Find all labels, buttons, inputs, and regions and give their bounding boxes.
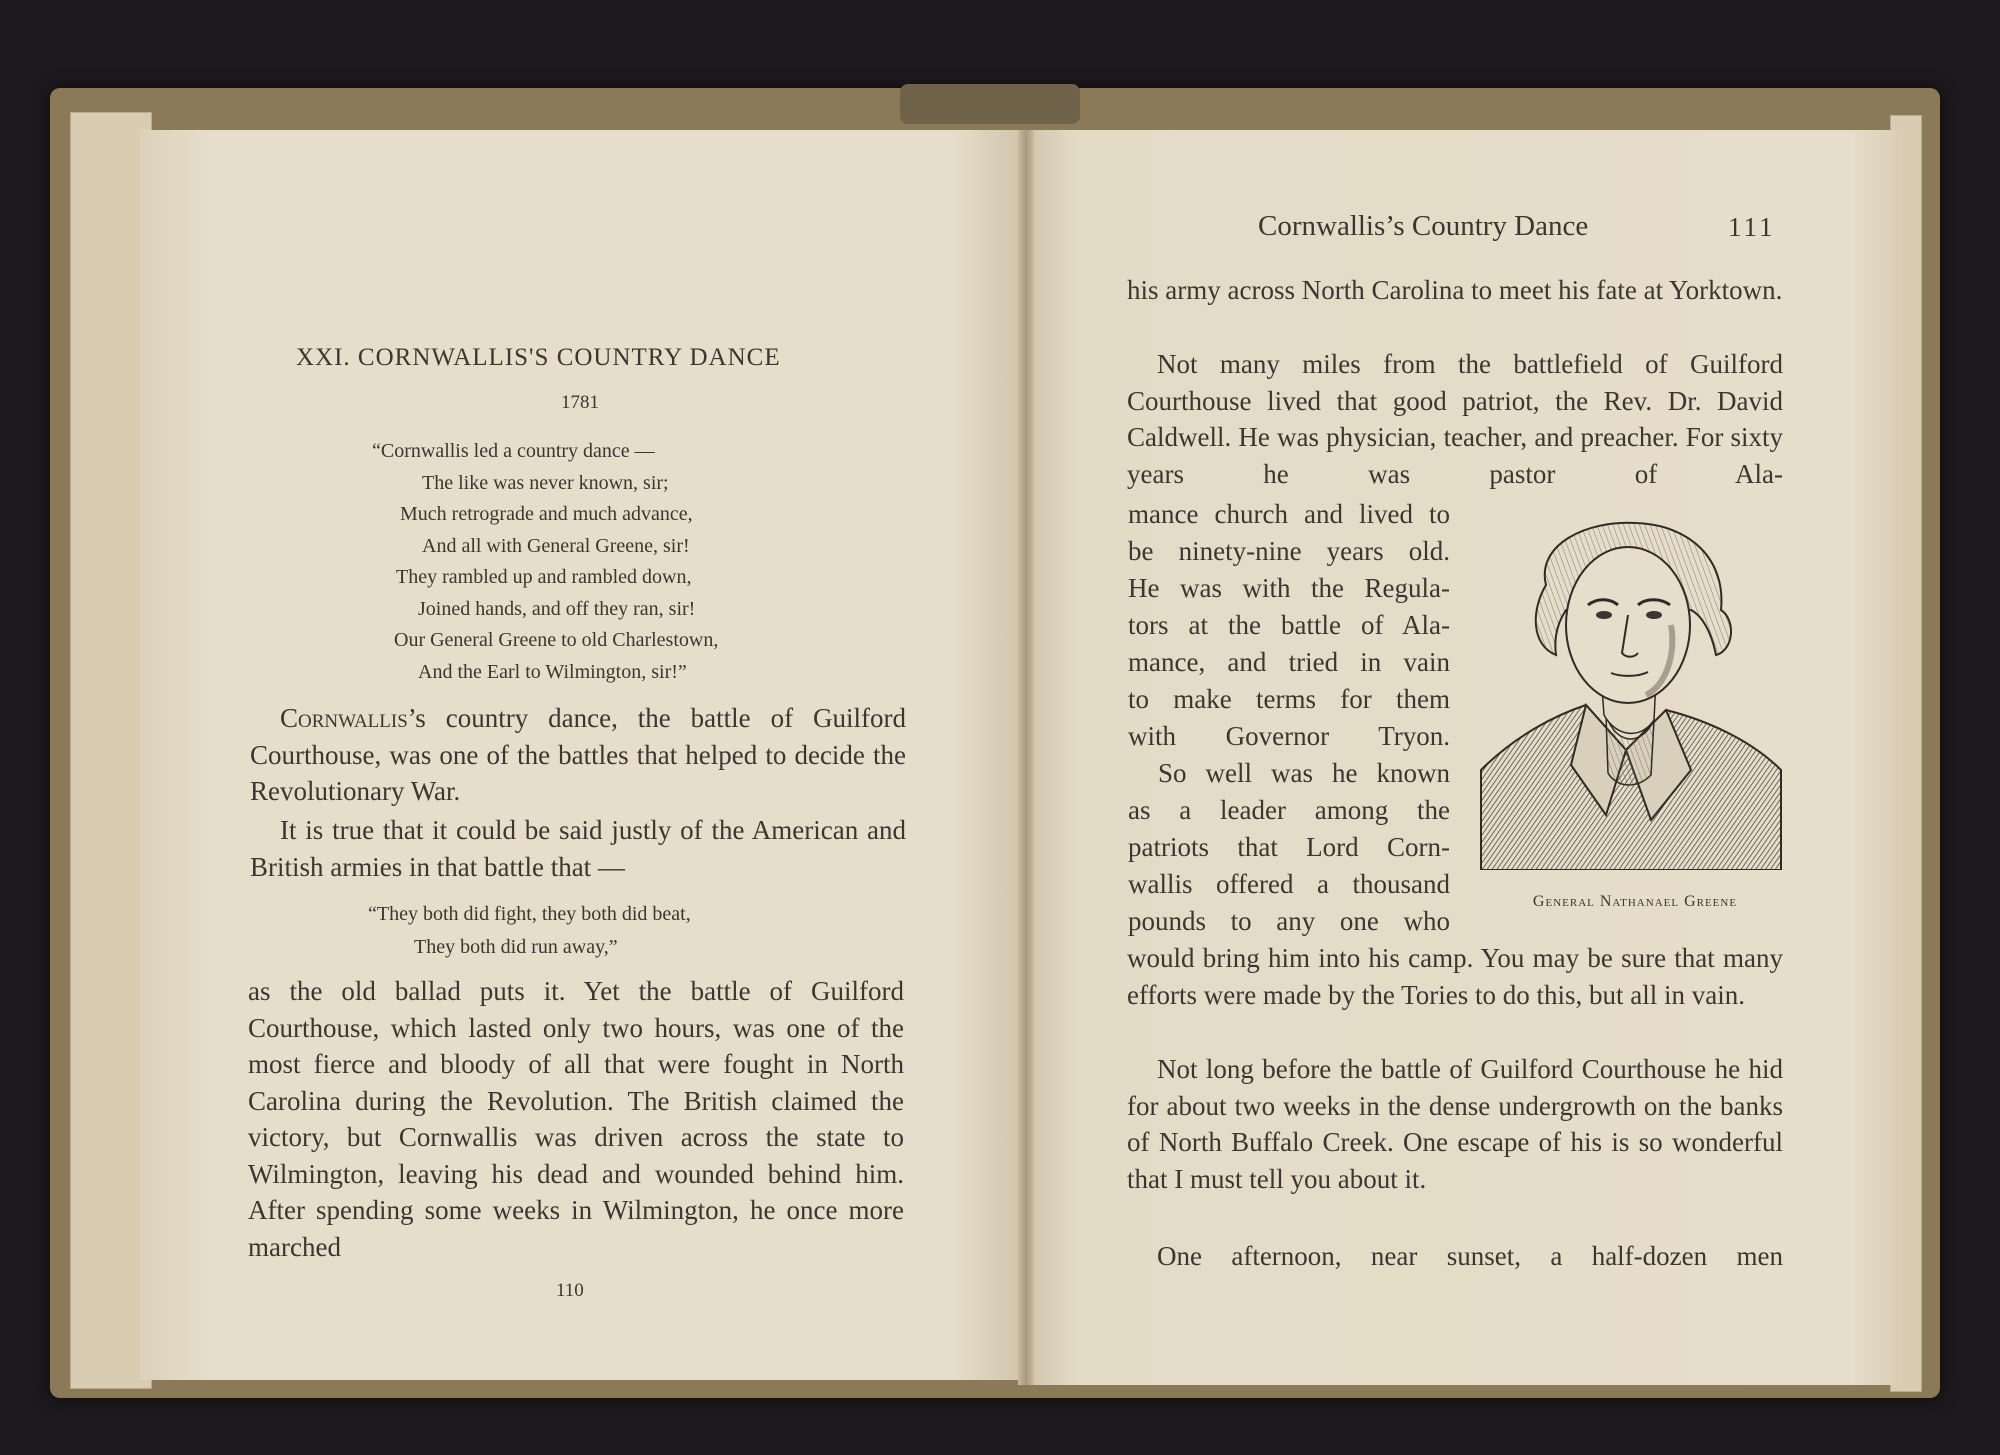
right-page-number: 111 bbox=[1728, 212, 1776, 242]
paragraph-text: as the old ballad puts it. Yet the battle of Guilford Courthouse, which lasted only two hours, was one of the most fierce and bloody of all that were fought in North Carolina during the Revolution. The British claimed the victory, but Cornwallis was driven across the state to Wilmington, leaving his dead and wounded behind him. After spending some weeks in Wilmington, he once more marched bbox=[248, 976, 904, 1262]
right-paragraph-4 bbox=[1127, 1051, 1783, 1197]
text-line: patriots that Lord Corn- bbox=[1128, 832, 1450, 862]
left-paragraph-2 bbox=[250, 812, 906, 885]
general-greene-portrait bbox=[1476, 515, 1786, 870]
text-line: to make terms for them bbox=[1128, 684, 1450, 714]
small-caps-lead: Cornwallis bbox=[280, 703, 408, 733]
poem-line: “Cornwallis led a country dance — bbox=[372, 440, 655, 462]
quote-line: “They both did fight, they both did beat, bbox=[368, 903, 691, 925]
right-paragraph-3 bbox=[1127, 940, 1783, 1013]
paragraph-text: Not long before the battle of Guilford Courthouse he hid for about two weeks in the dense undergrowth on the banks of North Buffalo Creek. One escape of his is so wonderful that I must tell you about it. bbox=[1127, 1054, 1783, 1194]
text-line: So well was he known bbox=[1158, 758, 1450, 788]
text-beside-portrait bbox=[1128, 496, 1450, 940]
running-head: Cornwallis’s Country Dance bbox=[1258, 210, 1589, 242]
book-gutter bbox=[1018, 130, 1034, 1385]
poem-line: And all with General Greene, sir! bbox=[422, 534, 690, 557]
poem-line: Much retrograde and much advance, bbox=[400, 503, 693, 525]
text-line: mance church and lived to bbox=[1128, 499, 1450, 529]
text-line: tors at the battle of Ala- bbox=[1128, 610, 1450, 640]
ballad-quote bbox=[368, 898, 691, 964]
paragraph-text: It is true that it could be said justly of the American and British armies in that battle that — bbox=[250, 815, 906, 882]
paragraph-text: would bring him into his camp. You may be sure that many efforts were made by the Tories to do this, but all in vain. bbox=[1127, 943, 1783, 1010]
portrait-caption: General Nathanael Greene bbox=[1532, 893, 1738, 910]
poem-line: And the Earl to Wilmington, sir!” bbox=[418, 660, 687, 683]
chapter-title: XXI. CORNWALLIS'S COUNTRY DANCE bbox=[296, 344, 781, 371]
poem-line: Joined hands, and off they ran, sir! bbox=[418, 597, 696, 620]
poem-line: They rambled up and rambled down, bbox=[396, 566, 692, 588]
paragraph-text: ’s country dance, the battle of Guilford Courthouse, was one of the battles that helped to decide the Revolutionary War. bbox=[250, 703, 906, 806]
paragraph-text: One afternoon, near sunset, a half-dozen men bbox=[1157, 1241, 1783, 1271]
opening-poem bbox=[372, 436, 718, 688]
text-line: be ninety-nine years old. bbox=[1128, 536, 1450, 566]
right-paragraph-1 bbox=[1127, 272, 1783, 309]
left-page-number: 110 bbox=[556, 1280, 584, 1301]
text-line: pounds to any one who bbox=[1128, 906, 1450, 936]
text-line: as a leader among the bbox=[1128, 795, 1450, 825]
poem-line: The like was never known, sir; bbox=[422, 471, 669, 494]
paragraph-text: his army across North Carolina to meet his fate at Yorktown. bbox=[1127, 275, 1783, 305]
book-spine bbox=[900, 84, 1080, 124]
paragraph-text: Not many miles from the battlefield of Guilford Courthouse lived that good patriot, the Rev. Dr. David Caldwell. He was physician, teacher, and preacher. For sixty years he was pastor of Ala- bbox=[1127, 349, 1783, 489]
quote-line: They both did run away,” bbox=[414, 936, 618, 958]
chapter-year: 1781 bbox=[561, 392, 599, 413]
left-paragraph-1 bbox=[250, 700, 906, 810]
right-paragraph-2 bbox=[1127, 346, 1783, 492]
poem-line: Our General Greene to old Charlestown, bbox=[394, 629, 719, 651]
text-line: He was with the Regula- bbox=[1128, 573, 1450, 603]
left-paragraph-3 bbox=[248, 973, 904, 1265]
text-line: with Governor Tryon. bbox=[1128, 721, 1450, 751]
text-line: mance, and tried in vain bbox=[1128, 647, 1450, 677]
right-paragraph-5 bbox=[1127, 1238, 1783, 1275]
text-line: wallis offered a thousand bbox=[1128, 869, 1450, 899]
